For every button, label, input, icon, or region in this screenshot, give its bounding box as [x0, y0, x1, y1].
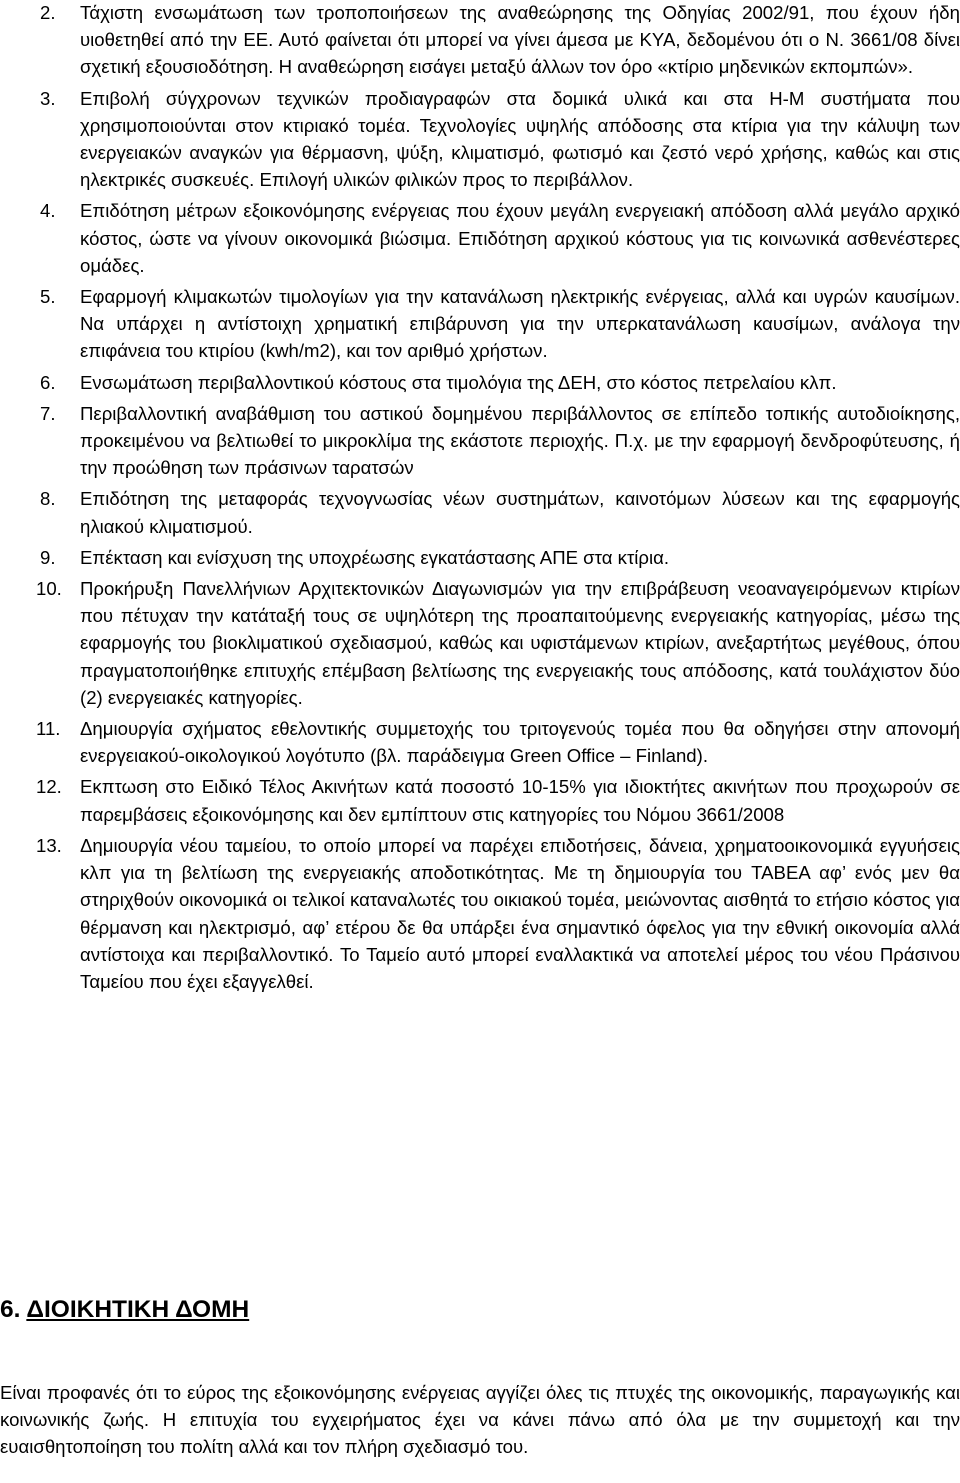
list-item [0, 715, 960, 769]
list-item [0, 544, 960, 571]
list-item-text: Τάχιστη ενσωμάτωση των τροποποιήσεων της αναθεώρησης της Οδηγίας 2002/91, που έχουν ήδη υιοθετηθεί από την ΕΕ. Αυτό φαίνεται ότι μπορεί να γίνει άμεσα με ΚΥΑ, δεδομένου ότι ο Ν. 3661/08 δίνει σχετική εξουσιοδότηση. Η αναθεώρηση εισάγει μεταξύ άλλων τον όρο «κτίριο μηδενικών εκπομπών». [80, 2, 960, 78]
list-item-number: 8. [40, 488, 56, 510]
list-item-text: Επέκταση και ενίσχυση της υποχρέωσης εγκατάστασης ΑΠΕ στα κτίρια. [80, 546, 670, 568]
list-item-number: 9. [40, 546, 56, 568]
list-item-number: 12. [36, 776, 62, 798]
list-item-text: Εφαρμογή κλιμακωτών τιμολογίων για την κατανάλωση ηλεκτρικής ενέργειας, αλλά και υγρών καυσίμων. Να υπάρχει η αντίστοιχη χρηματική επιβάρυνση για την υπερκατανάλωση καυσίμων, ανάλογα την επιφάνεια του κτιρίου (kwh/m2), και τον αριθμό χρήστων. [80, 286, 960, 362]
list-item [0, 197, 960, 279]
section-number: 6. [0, 1296, 21, 1323]
list-item-number: 6. [40, 371, 56, 393]
list-item-text: Εκπτωση στο Ειδικό Τέλος Ακινήτων κατά ποσοστό 10-15% για ιδιοκτήτες ακινήτων που προχωρούν σε παρεμβάσεις εξοικονόμησης και δεν εμπίπτουν στις κατηγορίες του Νόμου 3661/2008 [80, 776, 960, 825]
list-item [0, 369, 960, 396]
list-item [0, 832, 960, 995]
list-item-number: 3. [40, 87, 56, 109]
list-item-number: 5. [40, 286, 56, 308]
list-item [0, 283, 960, 365]
list-item-number: 7. [40, 402, 56, 424]
list-item-number: 2. [40, 2, 56, 23]
section-heading [0, 1294, 249, 1326]
list-item-text: Επιδότηση μέτρων εξοικονόμησης ενέργειας που έχουν μεγάλη ενεργειακή απόδοση αλλά μεγάλο αρχικό κόστος, ώστε να γίνουν οικονομικά βιώσιμα. Επιδότηση αρχικού κόστους για τις κοινωνικά ασθενέστερες ομάδες. [80, 200, 960, 276]
list-item-number: 11. [36, 718, 61, 740]
list-item-text: Περιβαλλοντική αναβάθμιση του αστικού δομημένου περιβάλλοντος σε επίπεδο τοπικής αυτοδιοίκησης, προκειμένου να βελτιωθεί το μικροκλίμα της εκάστοτε περιοχής. Π.χ. με την εφαρμογή δενδροφύτευσης, ή την προώθηση των πράσινων ταρατσών [80, 402, 960, 479]
list-item-text: Επιδότηση της μεταφοράς τεχνογνωσίας νέων συστημάτων, καινοτόμων λύσεων και της εφαρμογής ηλιακού κλιματισμού. [80, 488, 960, 537]
list-item-number: 10. [36, 578, 62, 600]
list-item [0, 485, 960, 539]
list-item-text: Προκήρυξη Πανελλήνιων Αρχιτεκτονικών Διαγωνισμών για την επιβράβευση νεοαναγειρόμενων κτιρίων που πέτυχαν την κατάταξή τους σε υψηλότερη της προαπαιτούμενης ενεργειακής κατηγορίας, μέσω της εφαρμογής του βιοκλιματικού σχεδιασμού, καθώς και υφιστάμενων κτιρίων, ανεξαρτήτως μεγέθους, όπου πραγματοποιήθηκε επιτυχής επέμβαση βελτίωσης της ενεργειακής τους απόδοσης, κατά τουλάχιστον δύο (2) ενεργειακές κατηγορίες. [80, 578, 960, 708]
list-item [0, 85, 960, 194]
list-item-text: Δημιουργία νέου ταμείου, το οποίο μπορεί να παρέχει επιδοτήσεις, δάνεια, χρηματοοικονομικά εγγυήσεις κλπ για τη βελτίωση της ενεργειακής αποδοτικότητας. Με τη δημιουργία του ΤΑΒΕΑ αφ’ ενός μεν θα στηριχθούν οικονομικά οι τελικοί καταναλωτές του οικιακού τομέα, μειώνοντας αισθητά το ετήσιο κόστος για θέρμανση και ηλεκτρισμό, αφ’ ετέρου δε θα υπάρξει ένα σημαντικό όφελος για την εθνική οικονομία αλλά αντίστοιχα και περιβαλλοντικό. Το Ταμείο αυτό μπορεί εναλλακτικά να αποτελεί μέρος του νέου Πράσινου Ταμείου που έχει εξαγγελθεί. [80, 834, 960, 992]
list-item [0, 773, 960, 827]
list-item-number: 13. [36, 834, 62, 856]
list-item [0, 575, 960, 711]
body-paragraph: Είναι προφανές ότι το εύρος της εξοικονόμησης ενέργειας αγγίζει όλες τις πτυχές της οικονομικής, παραγωγικής και κοινωνικής ζωής. Η επιτυχία του εγχειρήματος έχει να κάνει πάνω από όλα με την συμμετοχή και την ευαισθητοποίηση του πολίτη αλλά και τον πλήρη σχεδιασμό του. [0, 1382, 960, 1458]
list-item-number: 4. [40, 200, 56, 222]
section-title: ΔΙΟΙΚΗΤΙΚΗ ΔΟΜΗ [26, 1296, 250, 1323]
list-item-text: Ενσωμάτωση περιβαλλοντικού κόστους στα τιμολόγια της ΔΕΗ, στο κόστος πετρελαίου κλπ. [80, 371, 837, 393]
list-item-text: Επιβολή σύγχρονων τεχνικών προδιαγραφών στα δομικά υλικά και στα Η-Μ συστήματα που χρησιμοποιούνται στον κτιριακό τομέα. Τεχνολογίες υψηλής απόδοσης στα κτίρια για την κάλυψη των ενεργειακών αναγκών για θέρμασνη, ψύξη, κλιματισμό, φωτισμό και ζεστό νερό χρήσης, καθώς και στις ηλεκτρικές συσκευές. Επιλογή υλικών φιλικών προς το περιβάλλον. [80, 87, 960, 191]
list-item [0, 400, 960, 482]
list-item-text: Δημιουργία σχήματος εθελοντικής συμμετοχής του τριτογενούς τομέα που θα οδηγήσει στην απονομή ενεργειακού-οικολογικού λογότυπο (βλ. παράδειγμα Green Office – Finland). [80, 718, 960, 767]
list-item [0, 0, 960, 81]
